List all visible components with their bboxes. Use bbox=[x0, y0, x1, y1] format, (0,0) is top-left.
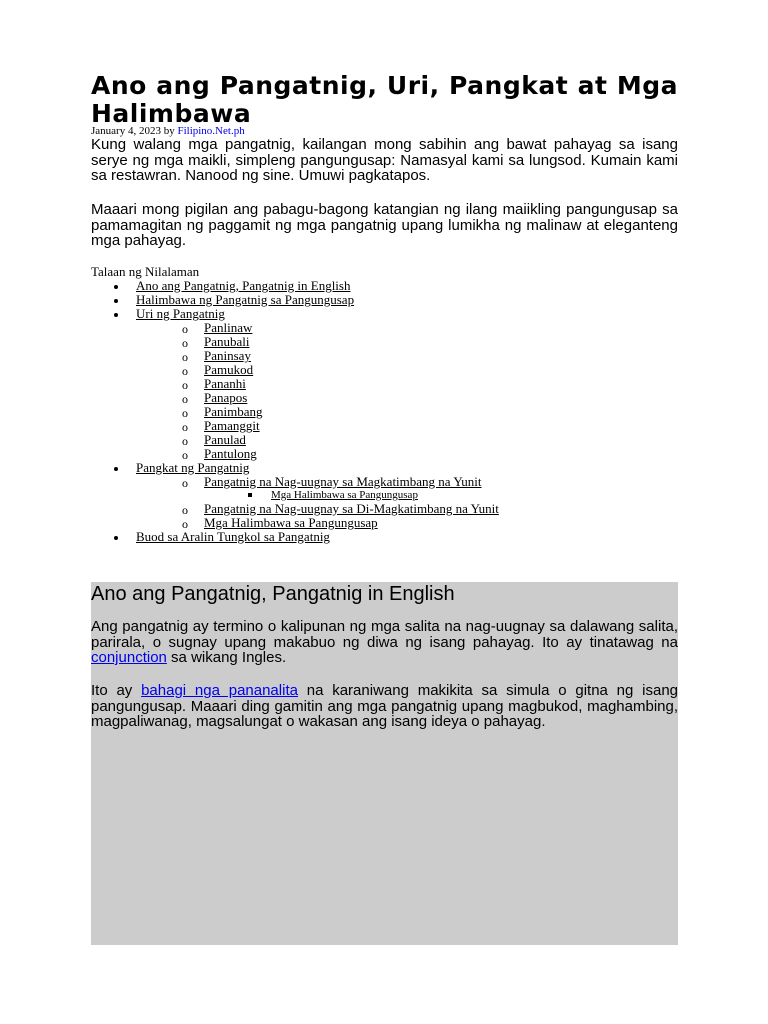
circle-bullet-icon: o bbox=[182, 517, 188, 531]
toc-subitem bbox=[91, 502, 678, 516]
bahagi-ng-pananalita-link[interactable]: bahagi nga pananalita bbox=[141, 682, 298, 699]
intro-paragraph-1: Kung walang mga pangatnig, kailangan mong sabihin ang bawat pahayag sa isang serye ng mga maikli, simpleng pangungusap: Namasyal kami sa lungsod. Kumain kami sa restawran. Nanood ng sine. Umuwi pagkatapos. bbox=[91, 136, 678, 184]
section-heading: Ano ang Pangatnig, Pangatnig in English bbox=[91, 583, 455, 605]
circle-bullet-icon: o bbox=[182, 503, 188, 517]
toc-subitem bbox=[91, 321, 678, 335]
toc-link-pananhi[interactable]: Pananhi bbox=[204, 376, 246, 391]
circle-bullet-icon: o bbox=[182, 364, 188, 378]
disc-bullet-icon bbox=[114, 536, 118, 540]
section-paragraph-1 bbox=[91, 619, 678, 666]
toc-link-pamukod[interactable]: Pamukod bbox=[204, 362, 254, 377]
paragraph-text: Ito ay bbox=[91, 682, 142, 699]
toc-link-halimbawa[interactable]: Halimbawa ng Pangatnig sa Pangungusap bbox=[136, 292, 355, 307]
circle-bullet-icon: o bbox=[182, 448, 188, 462]
toc-subitem bbox=[91, 516, 678, 530]
paragraph-text: sa wikang Ingles. bbox=[166, 649, 287, 666]
toc-subitem bbox=[91, 405, 678, 419]
section-ano-ang-pangatnig bbox=[91, 582, 678, 945]
circle-bullet-icon: o bbox=[182, 350, 188, 364]
toc-item bbox=[91, 530, 678, 544]
toc-item bbox=[91, 279, 678, 293]
toc-link-buod[interactable]: Buod sa Aralin Tungkol sa Pangatnig bbox=[136, 529, 330, 544]
toc-link-ano-ang-pangatnig[interactable]: Ano ang Pangatnig, Pangatnig in English bbox=[136, 278, 351, 293]
toc-link-magkatimbang[interactable]: Pangatnig na Nag-uugnay sa Magkatimbang na Yunit bbox=[204, 474, 482, 489]
toc-link-di-magkatimbang[interactable]: Pangatnig na Nag-uugnay sa Di-Magkatimbang na Yunit bbox=[204, 501, 499, 516]
toc-subitem bbox=[91, 335, 678, 349]
toc-subitem bbox=[91, 349, 678, 363]
toc-item bbox=[91, 461, 678, 475]
toc-subitem bbox=[91, 363, 678, 377]
toc-link-pantulong[interactable]: Pantulong bbox=[204, 446, 257, 461]
toc-link-mga-halimbawa-1[interactable]: Mga Halimbawa sa Pangungusap bbox=[271, 489, 418, 501]
circle-bullet-icon: o bbox=[182, 392, 188, 406]
circle-bullet-icon: o bbox=[182, 476, 188, 490]
publish-date: January 4, 2023 bbox=[91, 125, 161, 137]
disc-bullet-icon bbox=[114, 285, 118, 289]
conjunction-link[interactable]: conjunction bbox=[91, 649, 167, 666]
circle-bullet-icon: o bbox=[182, 406, 188, 420]
toc-title: Talaan ng Nilalaman bbox=[91, 264, 200, 279]
toc-subitem bbox=[91, 391, 678, 405]
toc-link-panlinaw[interactable]: Panlinaw bbox=[204, 320, 253, 335]
toc-subitem bbox=[91, 447, 678, 461]
author-link[interactable]: Filipino.Net.ph bbox=[177, 125, 245, 137]
disc-bullet-icon bbox=[114, 299, 118, 303]
toc-item bbox=[91, 293, 678, 307]
toc-link-panapos[interactable]: Panapos bbox=[204, 390, 248, 405]
by-label: by bbox=[163, 125, 175, 137]
circle-bullet-icon: o bbox=[182, 378, 188, 392]
toc-link-panulad[interactable]: Panulad bbox=[204, 432, 246, 447]
toc-subitem bbox=[91, 419, 678, 433]
disc-bullet-icon bbox=[114, 467, 118, 471]
toc-link-pangkat[interactable]: Pangkat ng Pangatnig bbox=[136, 460, 250, 475]
paragraph-text: na karaniwang makikita sa simula o gitna ng isang pangungusap. Maaari ding gamitin ang mga pangatnig upang magbukod, maghambing, magpaliwanag, magsalungat o wakasan ang isang ideya o pahayag. bbox=[91, 682, 679, 730]
toc-subitem bbox=[91, 433, 678, 447]
circle-bullet-icon: o bbox=[182, 322, 188, 336]
paragraph-text: Ang pangatnig ay termino o kalipunan ng mga salita na nag-uugnay sa dalawang salita, parirala, o sugnay upang makabuo ng diwa ng isang pahayag. Ito ay tinatawag na bbox=[91, 618, 678, 651]
circle-bullet-icon: o bbox=[182, 434, 188, 448]
toc-subitem bbox=[91, 377, 678, 391]
toc-link-mga-halimbawa-2[interactable]: Mga Halimbawa sa Pangungusap bbox=[204, 515, 378, 530]
toc-link-panimbang[interactable]: Panimbang bbox=[204, 404, 263, 419]
toc-link-uri[interactable]: Uri ng Pangatnig bbox=[136, 306, 225, 321]
circle-bullet-icon: o bbox=[182, 336, 188, 350]
table-of-contents bbox=[91, 279, 678, 544]
circle-bullet-icon: o bbox=[182, 420, 188, 434]
toc-subitem bbox=[91, 475, 678, 489]
toc-link-paninsay[interactable]: Paninsay bbox=[204, 348, 251, 363]
intro-paragraph-2: Maaari mong pigilan ang pabagu-bagong katangian ng ilang maiikling pangungusap sa pamamagitan ng paggamit ng mga pangatnig upang lumikha ng malinaw at eleganteng mga pahayag. bbox=[91, 201, 678, 249]
square-bullet-icon bbox=[248, 493, 252, 497]
article-title: Ano ang Pangatnig, Uri, Pangkat at Mga Halimbawa bbox=[91, 71, 678, 128]
section-paragraph-2 bbox=[91, 683, 678, 730]
toc-item bbox=[91, 307, 678, 321]
toc-link-pamanggit[interactable]: Pamanggit bbox=[204, 418, 260, 433]
toc-link-panubali[interactable]: Panubali bbox=[204, 334, 250, 349]
disc-bullet-icon bbox=[114, 313, 118, 317]
